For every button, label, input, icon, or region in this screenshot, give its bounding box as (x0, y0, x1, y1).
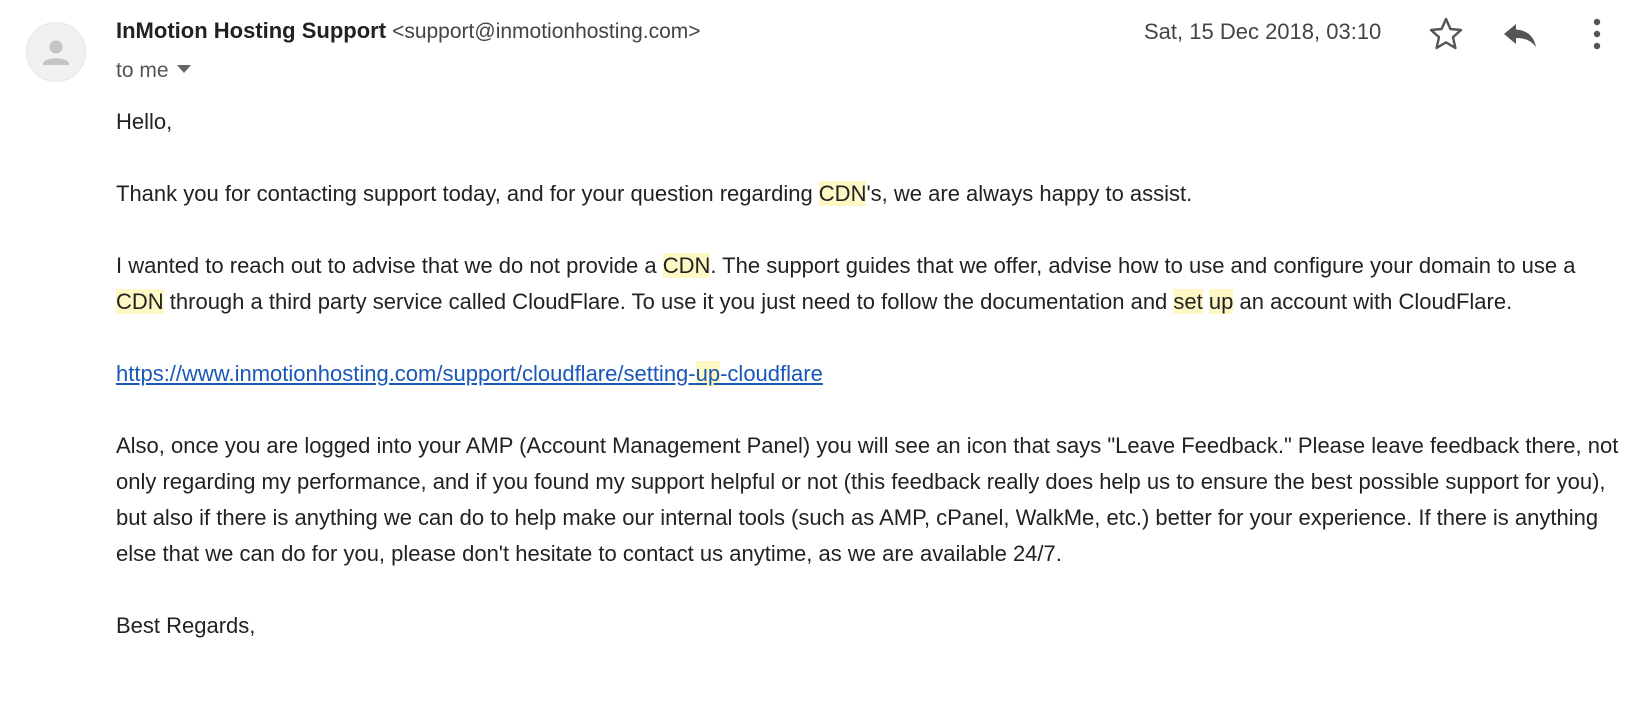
recipient-label: to me (116, 59, 169, 82)
paragraph-feedback: Also, once you are logged into your AMP (Account Management Panel) you will see an icon that says "Leave Feedback." Please leave feedback there, not only regarding my performance, and if you found my support helpful or not (this feedback really does help us to ensure the best possible support for you), but also if there is anything we can do to help make our internal tools (such as AMP, cPanel, WalkMe, etc.) better for your experience. If there is anything else that we can do for you, please don't hesitate to contact us anytime, as we are available 24/7. (116, 433, 1619, 566)
text-span: Thank you for contacting support today, and for your question regarding (116, 181, 819, 206)
more-options-button[interactable] (1582, 14, 1612, 54)
star-icon (1426, 14, 1466, 54)
text-span: through a third party service called CloudFlare. To use it you just need to follow the documentation and (163, 289, 1174, 314)
link-paragraph (116, 356, 1628, 392)
text-span: . The support guides that we offer, advise how to use and configure your domain to use a (710, 253, 1576, 278)
paragraph-intro (116, 176, 1628, 212)
message-body (116, 104, 1628, 680)
text-span: 's, we are always happy to assist. (866, 181, 1193, 206)
sender-email: <support@inmotionhosting.com> (392, 20, 701, 43)
sender-line (116, 18, 701, 44)
sender-name: InMotion Hosting Support (116, 18, 387, 43)
search-highlight: CDN (818, 181, 867, 206)
text-span: I wanted to reach out to advise that we do not provide a (116, 253, 663, 278)
recipient-line[interactable] (116, 59, 191, 83)
search-highlight: CDN (662, 253, 711, 278)
closing: Best Regards, (116, 613, 256, 638)
person-icon (27, 23, 85, 81)
cloudflare-guide-link[interactable] (116, 361, 823, 386)
search-highlight: up (1208, 289, 1234, 314)
reply-icon (1500, 14, 1540, 54)
paragraph-cdn (116, 248, 1628, 320)
greeting: Hello, (116, 109, 173, 134)
search-highlight: set (1173, 289, 1203, 314)
more-vert-icon (1582, 14, 1612, 54)
search-highlight: CDN (116, 289, 164, 314)
text-span: an account with CloudFlare. (1233, 289, 1513, 314)
reply-button[interactable] (1500, 14, 1540, 54)
message-date: Sat, 15 Dec 2018, 03:10 (1144, 19, 1382, 44)
sender-avatar[interactable] (26, 22, 86, 82)
star-button[interactable] (1426, 14, 1466, 54)
link-text: https://www.inmotionhosting.com/support/cloudflare/setting- (116, 361, 696, 386)
text-span (1203, 289, 1209, 314)
chevron-down-icon[interactable] (177, 65, 191, 73)
search-highlight: up (695, 361, 721, 386)
link-text: -cloudflare (720, 361, 823, 386)
